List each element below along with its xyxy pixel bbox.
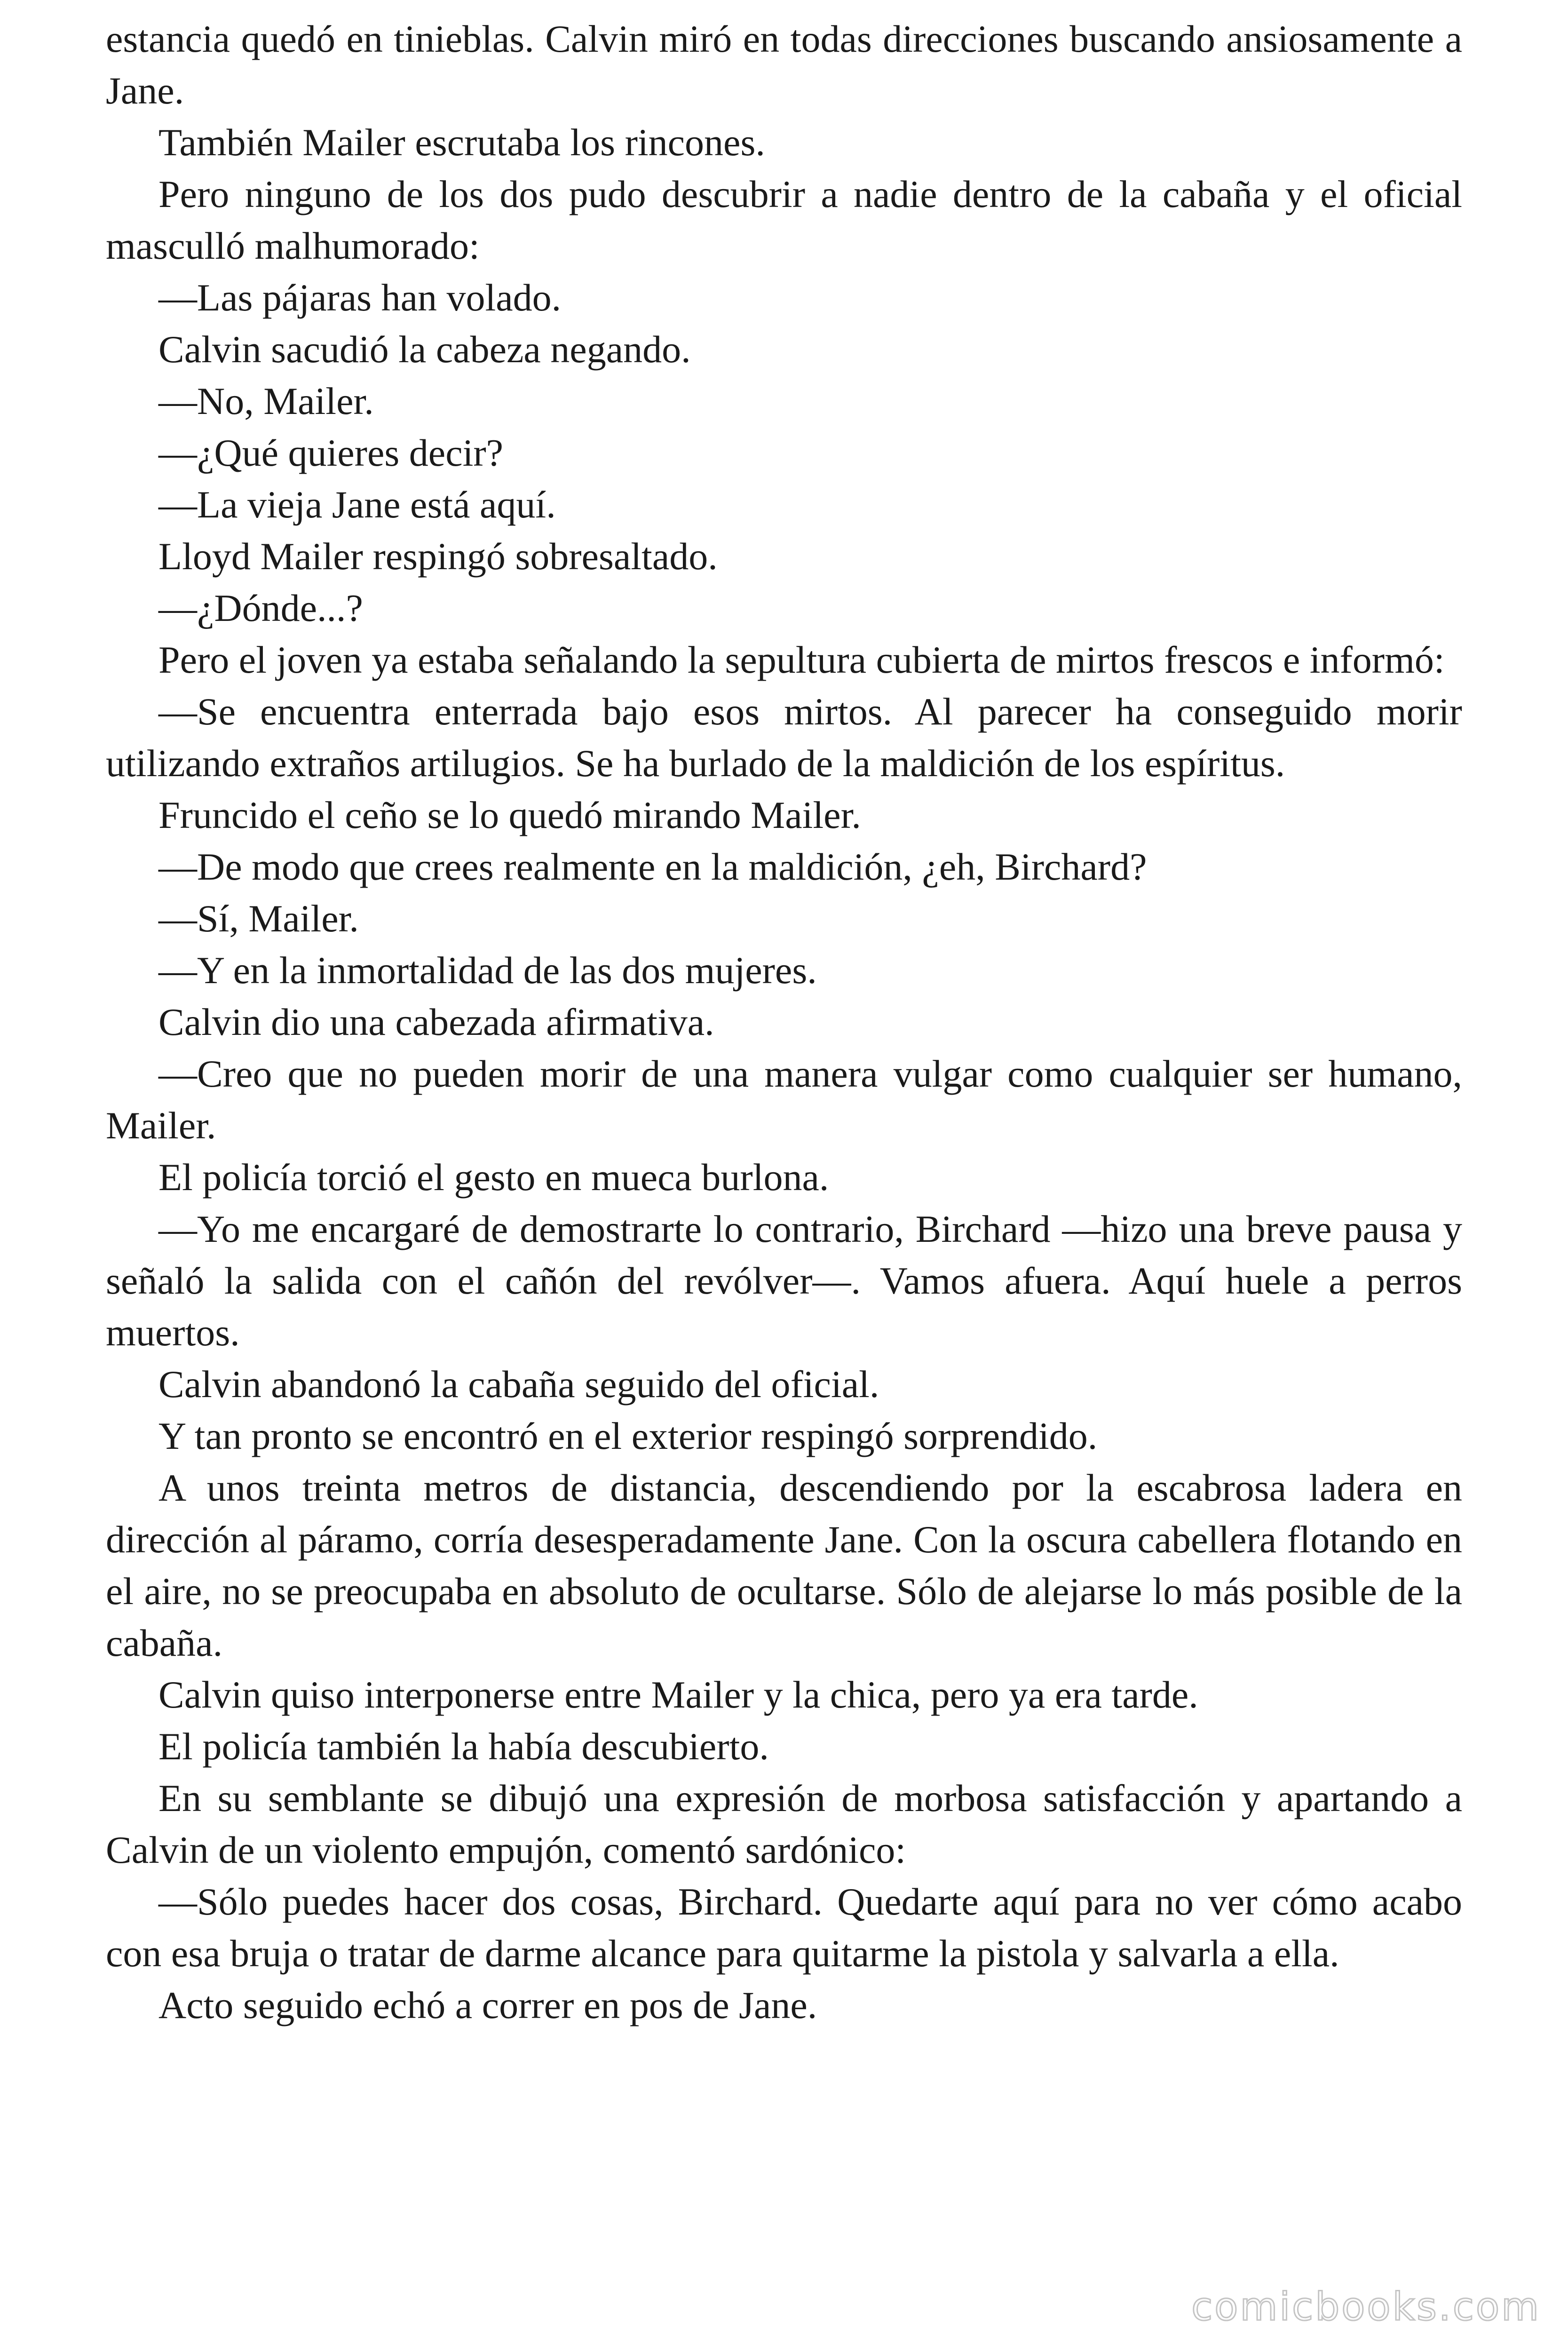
dialogue-line: —Y en la inmortalidad de las dos mujeres. [158, 949, 817, 992]
dialogue-line: —Sólo puedes hacer dos cosas, Birchard. Quedarte aquí para no ver cómo acabo con esa bruja o tratar de darme alcance para quitarme la pistola y salvarla a ella. [106, 1880, 1462, 1975]
dialogue-line: —De modo que crees realmente en la maldición, ¿eh, Birchard? [158, 845, 1147, 888]
paragraph: A unos treinta metros de distancia, descendiendo por la escabrosa ladera en dirección al páramo, corría desesperadamente Jane. Con la oscura cabellera flotando en el aire, no se preocupaba en absoluto de ocultarse. Sólo de alejarse lo más posible de la cabaña. [106, 1466, 1462, 1664]
paragraph: Y tan pronto se encontró en el exterior respingó sorprendido. [158, 1414, 1098, 1457]
paragraph: Calvin quiso interponerse entre Mailer y la chica, pero ya era tarde. [158, 1673, 1198, 1716]
paragraph: Pero ninguno de los dos pudo descubrir a nadie dentro de la cabaña y el oficial masculló malhumorado: [106, 173, 1462, 267]
dialogue-line: —Yo me encargaré de demostrarte lo contrario, Birchard —hizo una breve pausa y señaló la salida con el cañón del revólver—. Vamos afuera. Aquí huele a perros muertos. [106, 1208, 1462, 1354]
dialogue-line: —Creo que no pueden morir de una manera vulgar como cualquier ser humano, Mailer. [106, 1052, 1462, 1147]
paragraph: estancia quedó en tinieblas. Calvin miró en todas direcciones buscando ansiosamente a Jane. [106, 17, 1462, 112]
paragraph: Calvin abandonó la cabaña seguido del oficial. [158, 1363, 879, 1406]
paragraph: Acto seguido echó a correr en pos de Jane. [158, 1984, 817, 2026]
dialogue-line: —Se encuentra enterrada bajo esos mirtos. Al parecer ha conseguido morir utilizando extraños artilugios. Se ha burlado de la maldición de los espíritus. [106, 690, 1462, 785]
dialogue-line: —Las pájaras han volado. [158, 276, 562, 319]
paragraph: Fruncido el ceño se lo quedó mirando Mailer. [158, 794, 861, 836]
dialogue-line: —Sí, Mailer. [158, 897, 359, 940]
paragraph: Lloyd Mailer respingó sobresaltado. [158, 535, 718, 578]
dialogue-line: —¿Dónde...? [158, 587, 363, 629]
dialogue-line: —¿Qué quieres decir? [158, 431, 504, 474]
dialogue-line: —La vieja Jane está aquí. [158, 483, 556, 526]
body-text [106, 13, 1462, 2031]
paragraph: El policía torció el gesto en mueca burlona. [158, 1156, 829, 1199]
paragraph: El policía también la había descubierto. [158, 1725, 769, 1768]
paragraph: Calvin dio una cabezada afirmativa. [158, 1001, 714, 1043]
site-watermark: comicbooks.com [1191, 2285, 1541, 2329]
paragraph: Pero el joven ya estaba señalando la sepultura cubierta de mirtos frescos e informó: [158, 638, 1445, 681]
dialogue-line: —No, Mailer. [158, 380, 374, 422]
paragraph: Calvin sacudió la cabeza negando. [158, 328, 691, 371]
paragraph: En su semblante se dibujó una expresión de morbosa satisfacción y apartando a Calvin de un violento empujón, comentó sardónico: [106, 1777, 1462, 1871]
paragraph: También Mailer escrutaba los rincones. [158, 121, 765, 164]
